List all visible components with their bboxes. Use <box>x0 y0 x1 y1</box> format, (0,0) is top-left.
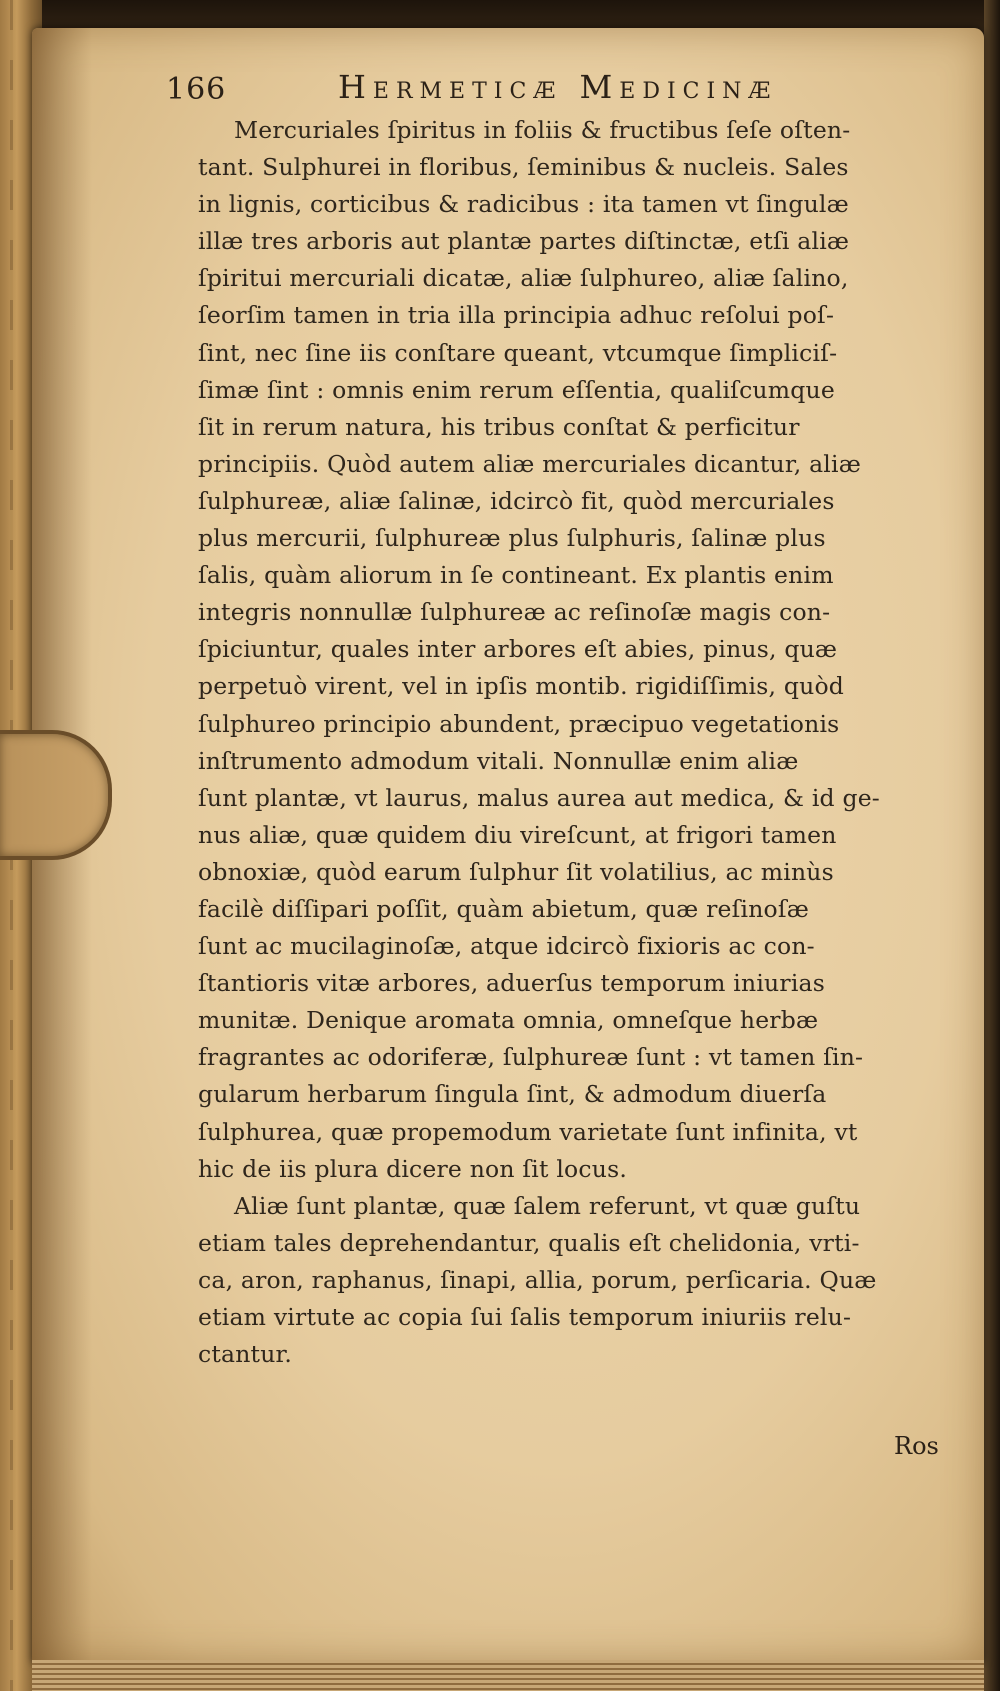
catchword: Ros <box>894 1432 939 1460</box>
page-number: 166 <box>166 72 227 107</box>
text-line: ſalis, quàm aliorum in ſe contineant. Ex plantis enim <box>198 561 834 590</box>
paragraph-1 <box>198 112 958 1188</box>
text-line: etiam virtute ac copia ſui ſalis temporum iniuriis relu- <box>198 1303 852 1331</box>
text-line: in lignis, corticibus & radicibus : ita tamen vt ſingulæ <box>198 190 849 219</box>
text-line: ſulphurea, quæ propemodum varietate ſunt infinita, vt <box>198 1117 858 1146</box>
text-line: ſulphureo principio abundent, præcipuo vegetationis <box>198 709 840 738</box>
text-line: ſimæ ſint : omnis enim rerum eſſentia, qualiſcumque <box>198 375 835 404</box>
text-line: ſtantioris vitæ arbores, aduerſus temporum iniurias <box>198 969 826 998</box>
text-line: plus mercurii, ſulphureæ plus ſulphuris, ſalinæ plus <box>198 524 826 553</box>
running-header <box>166 60 866 110</box>
text-line: ctantur. <box>198 1340 293 1369</box>
page-stack-edge <box>32 1660 984 1691</box>
text-line: ſunt plantæ, vt laurus, malus aurea aut medica, & id ge- <box>198 783 880 812</box>
running-title: Hermeticæ Medicinæ <box>338 68 778 106</box>
text-line: Aliæ ſunt plantæ, quæ ſalem referunt, vt quæ guſtu <box>234 1191 861 1220</box>
text-line: nus aliæ, quæ quidem diu vireſcunt, at frigori tamen <box>198 820 837 849</box>
text-line: Mercuriales ſpiritus in foliis & fructibus ſeſe oſten- <box>234 116 851 144</box>
text-line: gularum herbarum ſingula ſint, & admodum diuerſa <box>198 1080 827 1109</box>
text-line: illæ tres arboris aut plantæ partes diſtinctæ, etſi aliæ <box>198 227 850 256</box>
text-line: ſint, nec ſine iis conſtare queant, vtcumque ſimpliciſ- <box>198 338 838 367</box>
text-line: ſulphureæ, aliæ ſalinæ, idcircò fit, quòd mercuriales <box>198 486 835 515</box>
binding-strap <box>0 730 112 860</box>
text-line: ſit in rerum natura, his tribus conſtat & perficitur <box>198 412 800 441</box>
text-line: hic de iis plura dicere non ſit locus. <box>198 1154 628 1183</box>
text-line: perpetuò virent, vel in ipſis montib. rigidiſſimis, quòd <box>198 672 845 701</box>
text-line: tant. Sulphurei in floribus, ſeminibus & nucleis. Sales <box>198 153 849 182</box>
text-line: ca, aron, raphanus, ſinapi, allia, porum, perſicaria. Quæ <box>198 1265 877 1294</box>
text-line: facilè diſſipari poſſit, quàm abietum, quæ reſinoſæ <box>198 894 810 923</box>
text-line: principiis. Quòd autem aliæ mercuriales dicantur, aliæ <box>198 449 861 478</box>
text-line: ſpiritui mercuriali dicatæ, aliæ ſulphureo, aliæ ſalino, <box>198 264 849 293</box>
text-line: etiam tales deprehendantur, qualis eſt chelidonia, vrti- <box>198 1228 860 1257</box>
paragraph-2 <box>198 1188 958 1373</box>
text-line: inſtrumento admodum vitali. Nonnullæ enim aliæ <box>198 746 799 775</box>
text-line: ſpiciuntur, quales inter arbores eſt abies, pinus, quæ <box>198 635 838 664</box>
text-line: munitæ. Denique aromata omnia, omneſque herbæ <box>198 1006 819 1035</box>
text-line: obnoxiæ, quòd earum ſulphur ſit volatilius, ac minùs <box>198 857 834 886</box>
right-edge <box>984 0 1000 1691</box>
text-line: ſeorſim tamen in tria illa principia adhuc reſolui poſ- <box>198 301 835 330</box>
text-line: fragrantes ac odoriferæ, ſulphureæ ſunt : vt tamen ſin- <box>198 1043 864 1072</box>
text-line: ſunt ac mucilaginoſæ, atque idcircò fixioris ac con- <box>198 932 815 961</box>
text-line: integris nonnullæ ſulphureæ ac reſinoſæ magis con- <box>198 598 831 627</box>
body-text <box>198 112 958 1373</box>
